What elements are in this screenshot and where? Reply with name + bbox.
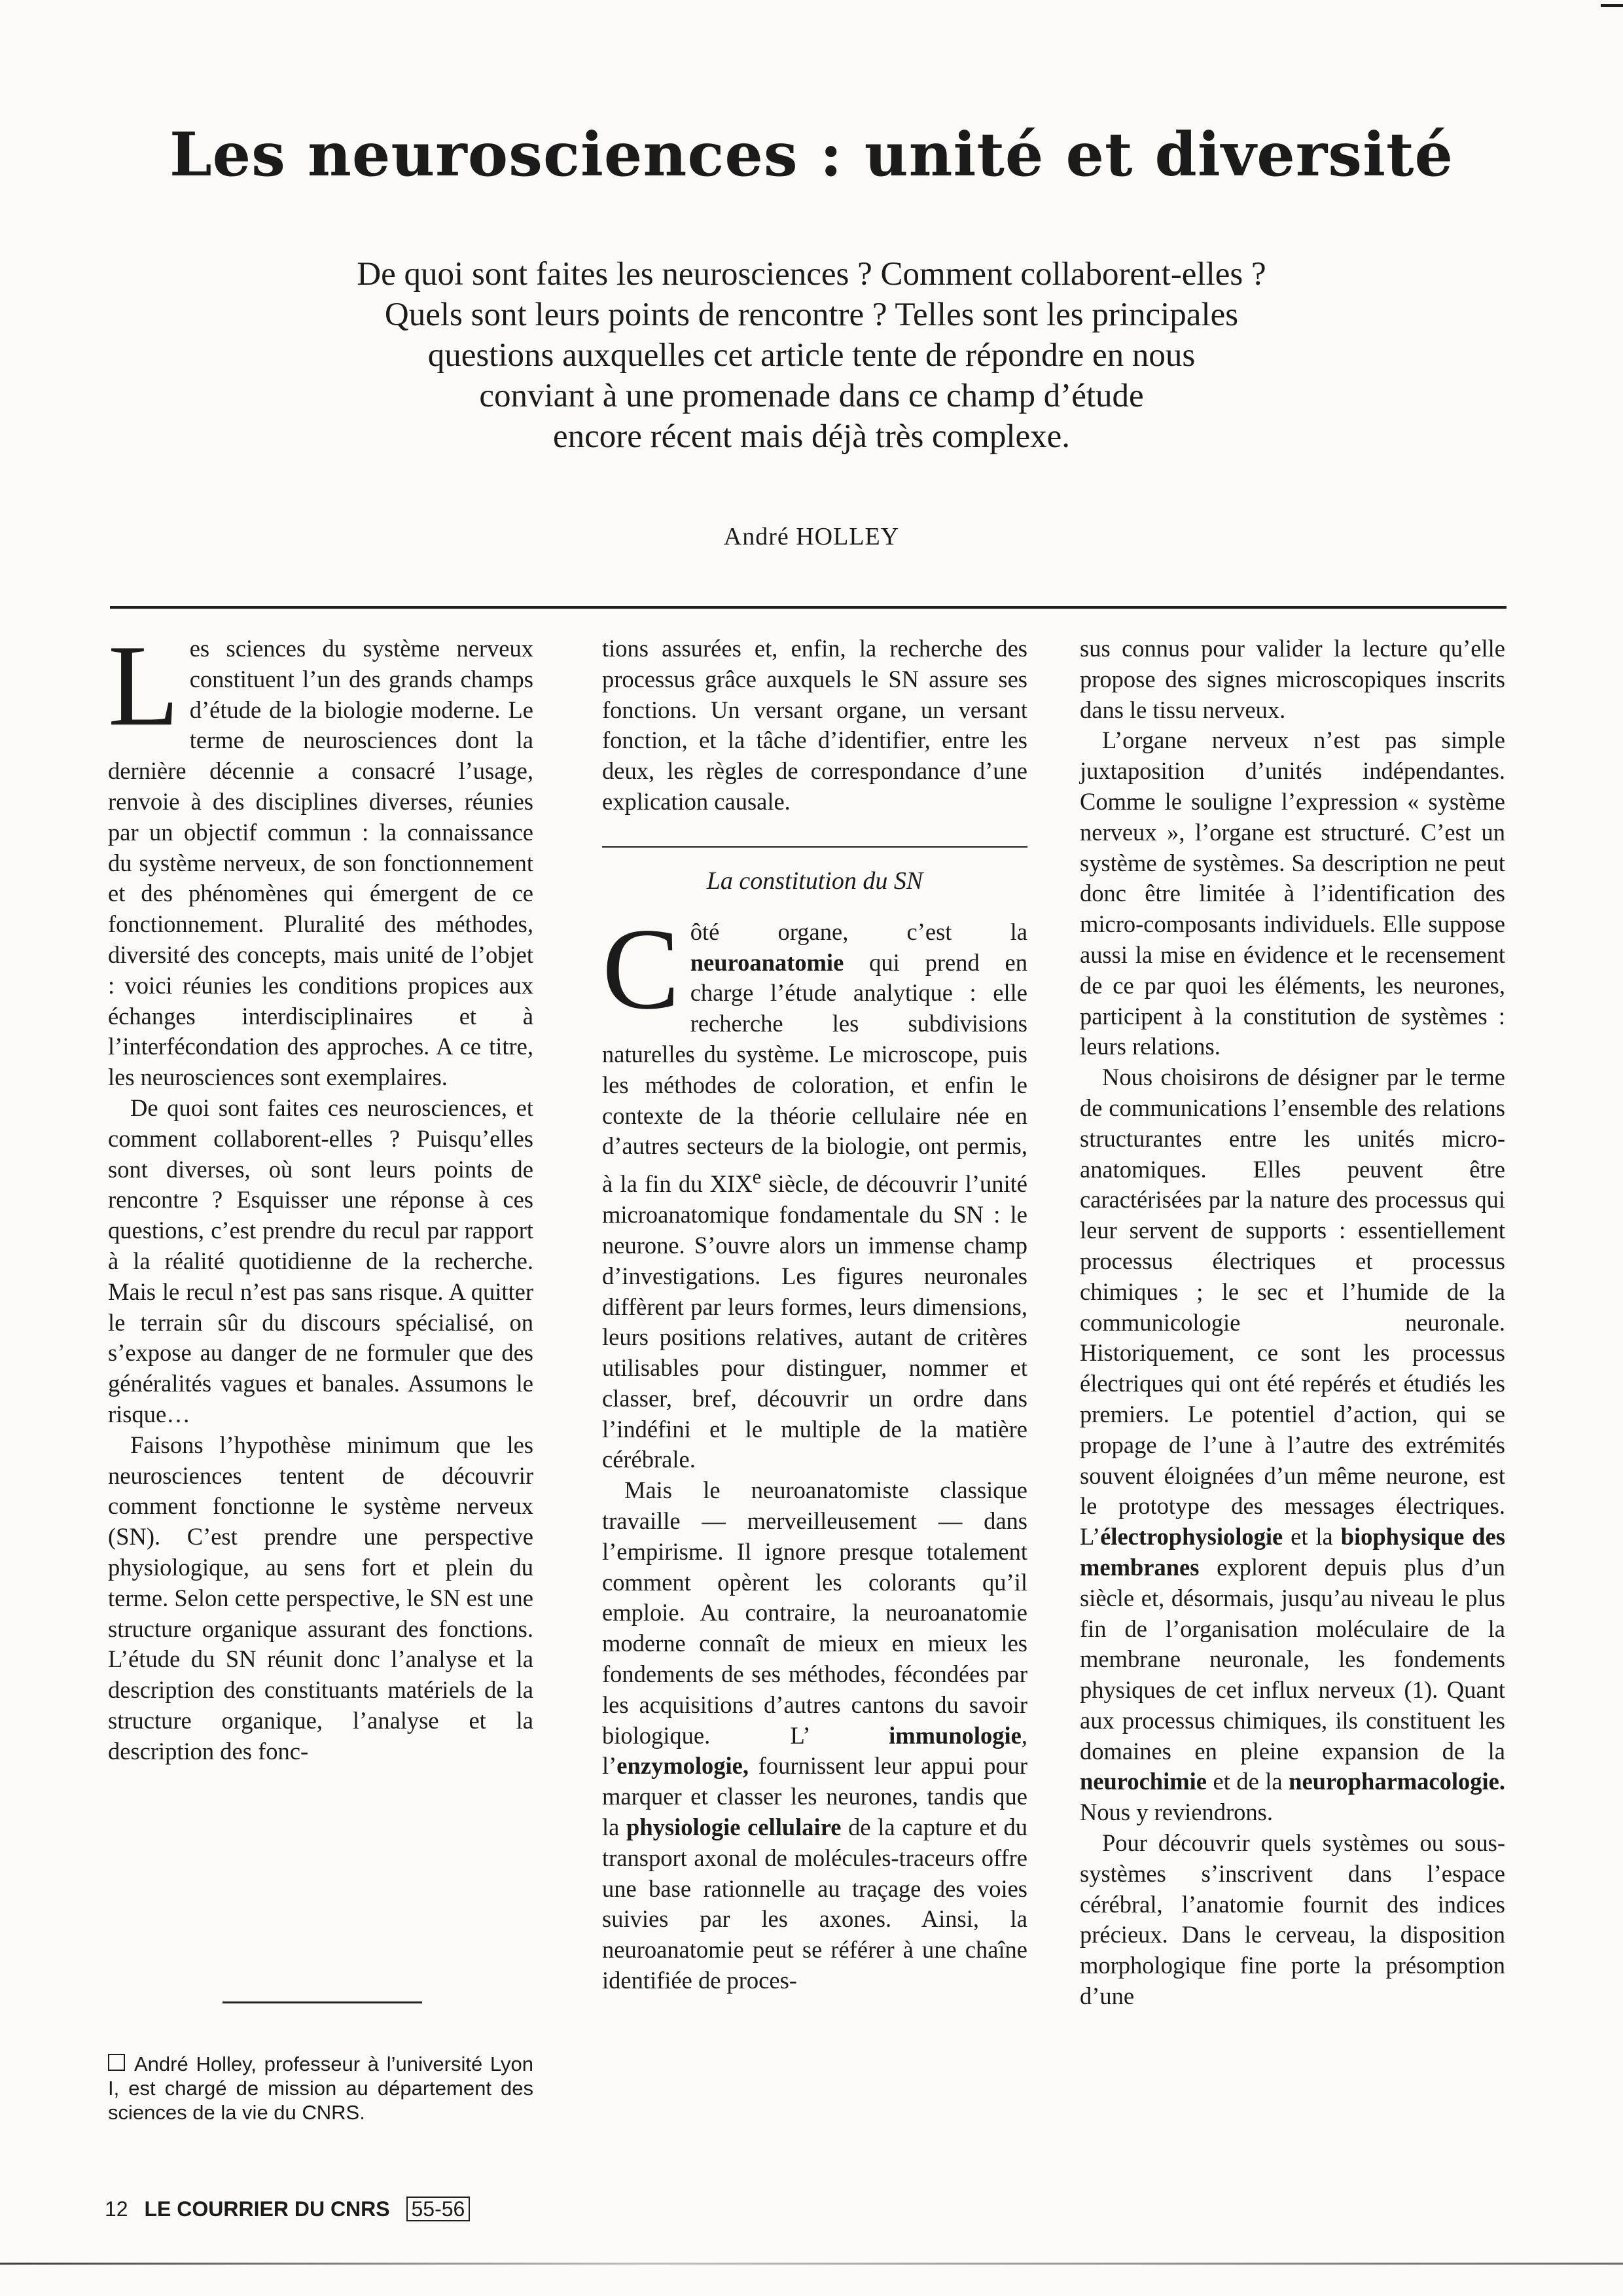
paragraph bbox=[108, 620, 533, 1093]
paragraph: Côté organe, c’est la neuroanatomie qui prend en charge l’étude analytique : elle recherche les subdivisions naturelles du système. Le microscope, puis les méthodes de coloration, et enfin le contexte de la théorie cellulaire née en d’autres secteurs de la biologie, ont permis, à la fin du XIXe siècle, de découvrir l’unité microanatomique fondamentale du SN : le neurone. S’ouvre alors un immense champ d’investigations. Les figures neuronales diffèrent par leurs formes, leurs dimensions, leurs positions relatives, autant de critères utilisables pour distinguer, nommer et classer, bref, découvrir un ordre dans l’indéfini et le multiple de la matière cérébrale. bbox=[602, 903, 1027, 1473]
bold-term: physiologie cellulaire bbox=[626, 1814, 842, 1841]
drop-cap: L bbox=[108, 620, 179, 750]
paragraph: Mais le neuroanatomiste classique travaille — merveilleusement — dans l’empirisme. Il ignore presque totalement comment opèrent les colorants qu’il emploie. Au contraire, la neuroanatomie moderne connaît de mieux en mieux les fondements de ses méthodes, fécondées par les acquisitions d’autres cantons du savoir biologique. L’ immunologie, l’enzymologie, fournissent leur appui pour marquer et classer les neurones, tandis que la physiologie cellulaire de la capture et du transport axonal de molécules-traceurs offre une base rationnelle au traçage des voies suivies par les axones. Ainsi, la neuroanatomie peut se référer à une chaîne identifiée de proces- bbox=[602, 1477, 1027, 1994]
bold-term: immunologie bbox=[889, 1721, 1022, 1749]
text-column-3 bbox=[1080, 634, 1505, 2012]
bold-term: biophysique des membranes bbox=[1080, 1523, 1505, 1581]
bold-term: électrophysiologie bbox=[1100, 1523, 1283, 1551]
article-author: André HOLLEY bbox=[723, 523, 900, 550]
footnote-text: André Holley, professeur à l’université Lyon I, est chargé de mission au département des sciences de la vie du CNRS. bbox=[108, 2053, 533, 2124]
paragraph: Pour découvrir quels systèmes ou sous-systèmes s’inscrivent dans l’espace cérébral, l’anatomie fournit des indices précieux. Dans le cerveau, la disposition morphologique fine porte la présomption d’une bbox=[1080, 1829, 1505, 2010]
paragraph: Faisons l’hypothèse minimum que les neurosciences tentent de découvrir comment fonctionne le système nerveux (SN). C’est prendre une perspective physiologique, au sens fort et plein du terme. Selon cette perspective, le SN est une structure organique assurant des fonctions. L’étude du SN réunit donc l’analyse et la description des constituants matériels de la structure organique, l’analyse et la description des fonc- bbox=[108, 1431, 533, 1765]
paragraph: tions assurées et, enfin, la recherche des processus grâce auxquels le SN assure ses fonctions. Un versant organe, un versant fonction, et la tâche d’identifier, entre les deux, les règles de correspondance d’une explication causale. bbox=[602, 635, 1027, 815]
page-number: 12 bbox=[105, 2197, 128, 2221]
text-column-1 bbox=[108, 620, 533, 1767]
issue-number: 55-56 bbox=[406, 2197, 471, 2221]
lede-line: encore récent mais déjà très complexe. bbox=[552, 418, 1071, 455]
scan-corner-mark bbox=[1601, 4, 1623, 26]
lede-line: Quels sont leurs points de rencontre ? Telles sont les principales bbox=[384, 296, 1239, 333]
bold-term: neuropharmacologie. bbox=[1289, 1768, 1505, 1795]
footnote-rule bbox=[223, 2001, 422, 2003]
paragraph: Nous choisirons de désigner par le terme de communications l’ensemble des relations structurantes entre les unités micro-anatomiques. Elles peuvent être caractérisées par la nature des processus qui leur servent de supports : essentiellement processus électriques et processus chimiques ; le sec et l’humide de la communicologie neuronale. Historiquement, ce sont les processus électriques qui ont été repérés et étudiés les premiers. Le potentiel d’action, qui se propage de l’une à l’autre des extrémités souvent éloignées d’un même neurone, est le prototype des messages électriques. L’électrophysiologie et la biophysique des membranes explorent depuis plus d’un siècle et, désormais, jusqu’au niveau le plus fin de l’organisation moléculaire de la membrane neuronale, les fondements physiques de cet influx nerveux (1). Quant aux processus chimiques, ils constituent les domaines en pleine expansion de la neurochimie et de la neuropharmacologie. Nous y reviendrons. bbox=[1080, 1064, 1505, 1826]
bold-term: enzymologie, bbox=[616, 1752, 749, 1780]
article-title: Les neurosciences : unité et diversité bbox=[169, 119, 1454, 190]
lede-line: conviant à une promenade dans ce champ d’étude bbox=[479, 378, 1144, 414]
author-footnote bbox=[108, 2052, 533, 2125]
paragraph-text: es sciences du système nerveux constituent l’un des grands champs d’étude de la biologie moderne. Le terme de neurosciences dont la dernière décennie a consacré l’usage, renvoie à des disciplines diverses, réunies par un objectif commun : la connaissance du système nerveux, de son fonctionnement et des phénomènes qui émergent de ce fonctionnement. Pluralité des méthodes, diversité des concepts, mais unité de l’objet : voici réunies les conditions propices aux échanges interdisciplinaires et à l’interfécondation des approches. A ce titre, les neurosciences sont exemplaires. bbox=[108, 635, 533, 1091]
scan-edge-line bbox=[0, 2263, 1623, 2265]
paragraph: De quoi sont faites ces neurosciences, et comment collaborent-elles ? Puisqu’elles sont diverses, où sont leurs points de rencontre ? Esquisser une réponse à ces questions, c’est prendre du recul par rapport à la réalité quotidienne de la recherche. Mais le recul n’est pas sans risque. A quitter le terrain sûr du discours spécialisé, on s’expose au danger de ne formuler que des généralités vagues et banales. Assumons le risque… bbox=[108, 1094, 533, 1427]
text-column-2 bbox=[602, 634, 1027, 1996]
header-rule bbox=[110, 606, 1507, 609]
square-bullet-icon bbox=[108, 2054, 125, 2071]
lede-line: De quoi sont faites les neurosciences ? Comment collaborent-elles ? bbox=[357, 256, 1266, 293]
bold-term: neuroanatomie bbox=[690, 948, 844, 976]
article-lede bbox=[216, 254, 1407, 457]
publication-name: LE COURRIER DU CNRS bbox=[144, 2197, 390, 2221]
page-folio bbox=[105, 2197, 470, 2221]
paragraph: sus connus pour valider la lecture qu’elle propose des signes microscopiques inscrits dans le tissu nerveux. bbox=[1080, 635, 1505, 723]
drop-cap: C bbox=[602, 903, 680, 1033]
lede-line: questions auxquelles cet article tente de répondre en nous bbox=[427, 337, 1196, 374]
paragraph: L’organe nerveux n’est pas simple juxtaposition d’unités indépendantes. Comme le souligne l’expression « système nerveux », l’organe est structuré. C’est un système de systèmes. Sa description ne peut donc être limitée à l’identification des micro-composants individuels. Elle suppose aussi la mise en évidence et le recensement de ce par quoi les éléments, les neurones, participent à la constitution de systèmes : leurs relations. bbox=[1080, 726, 1505, 1060]
section-heading: La constitution du SN bbox=[602, 846, 1027, 897]
bold-term: neurochimie bbox=[1080, 1768, 1207, 1795]
